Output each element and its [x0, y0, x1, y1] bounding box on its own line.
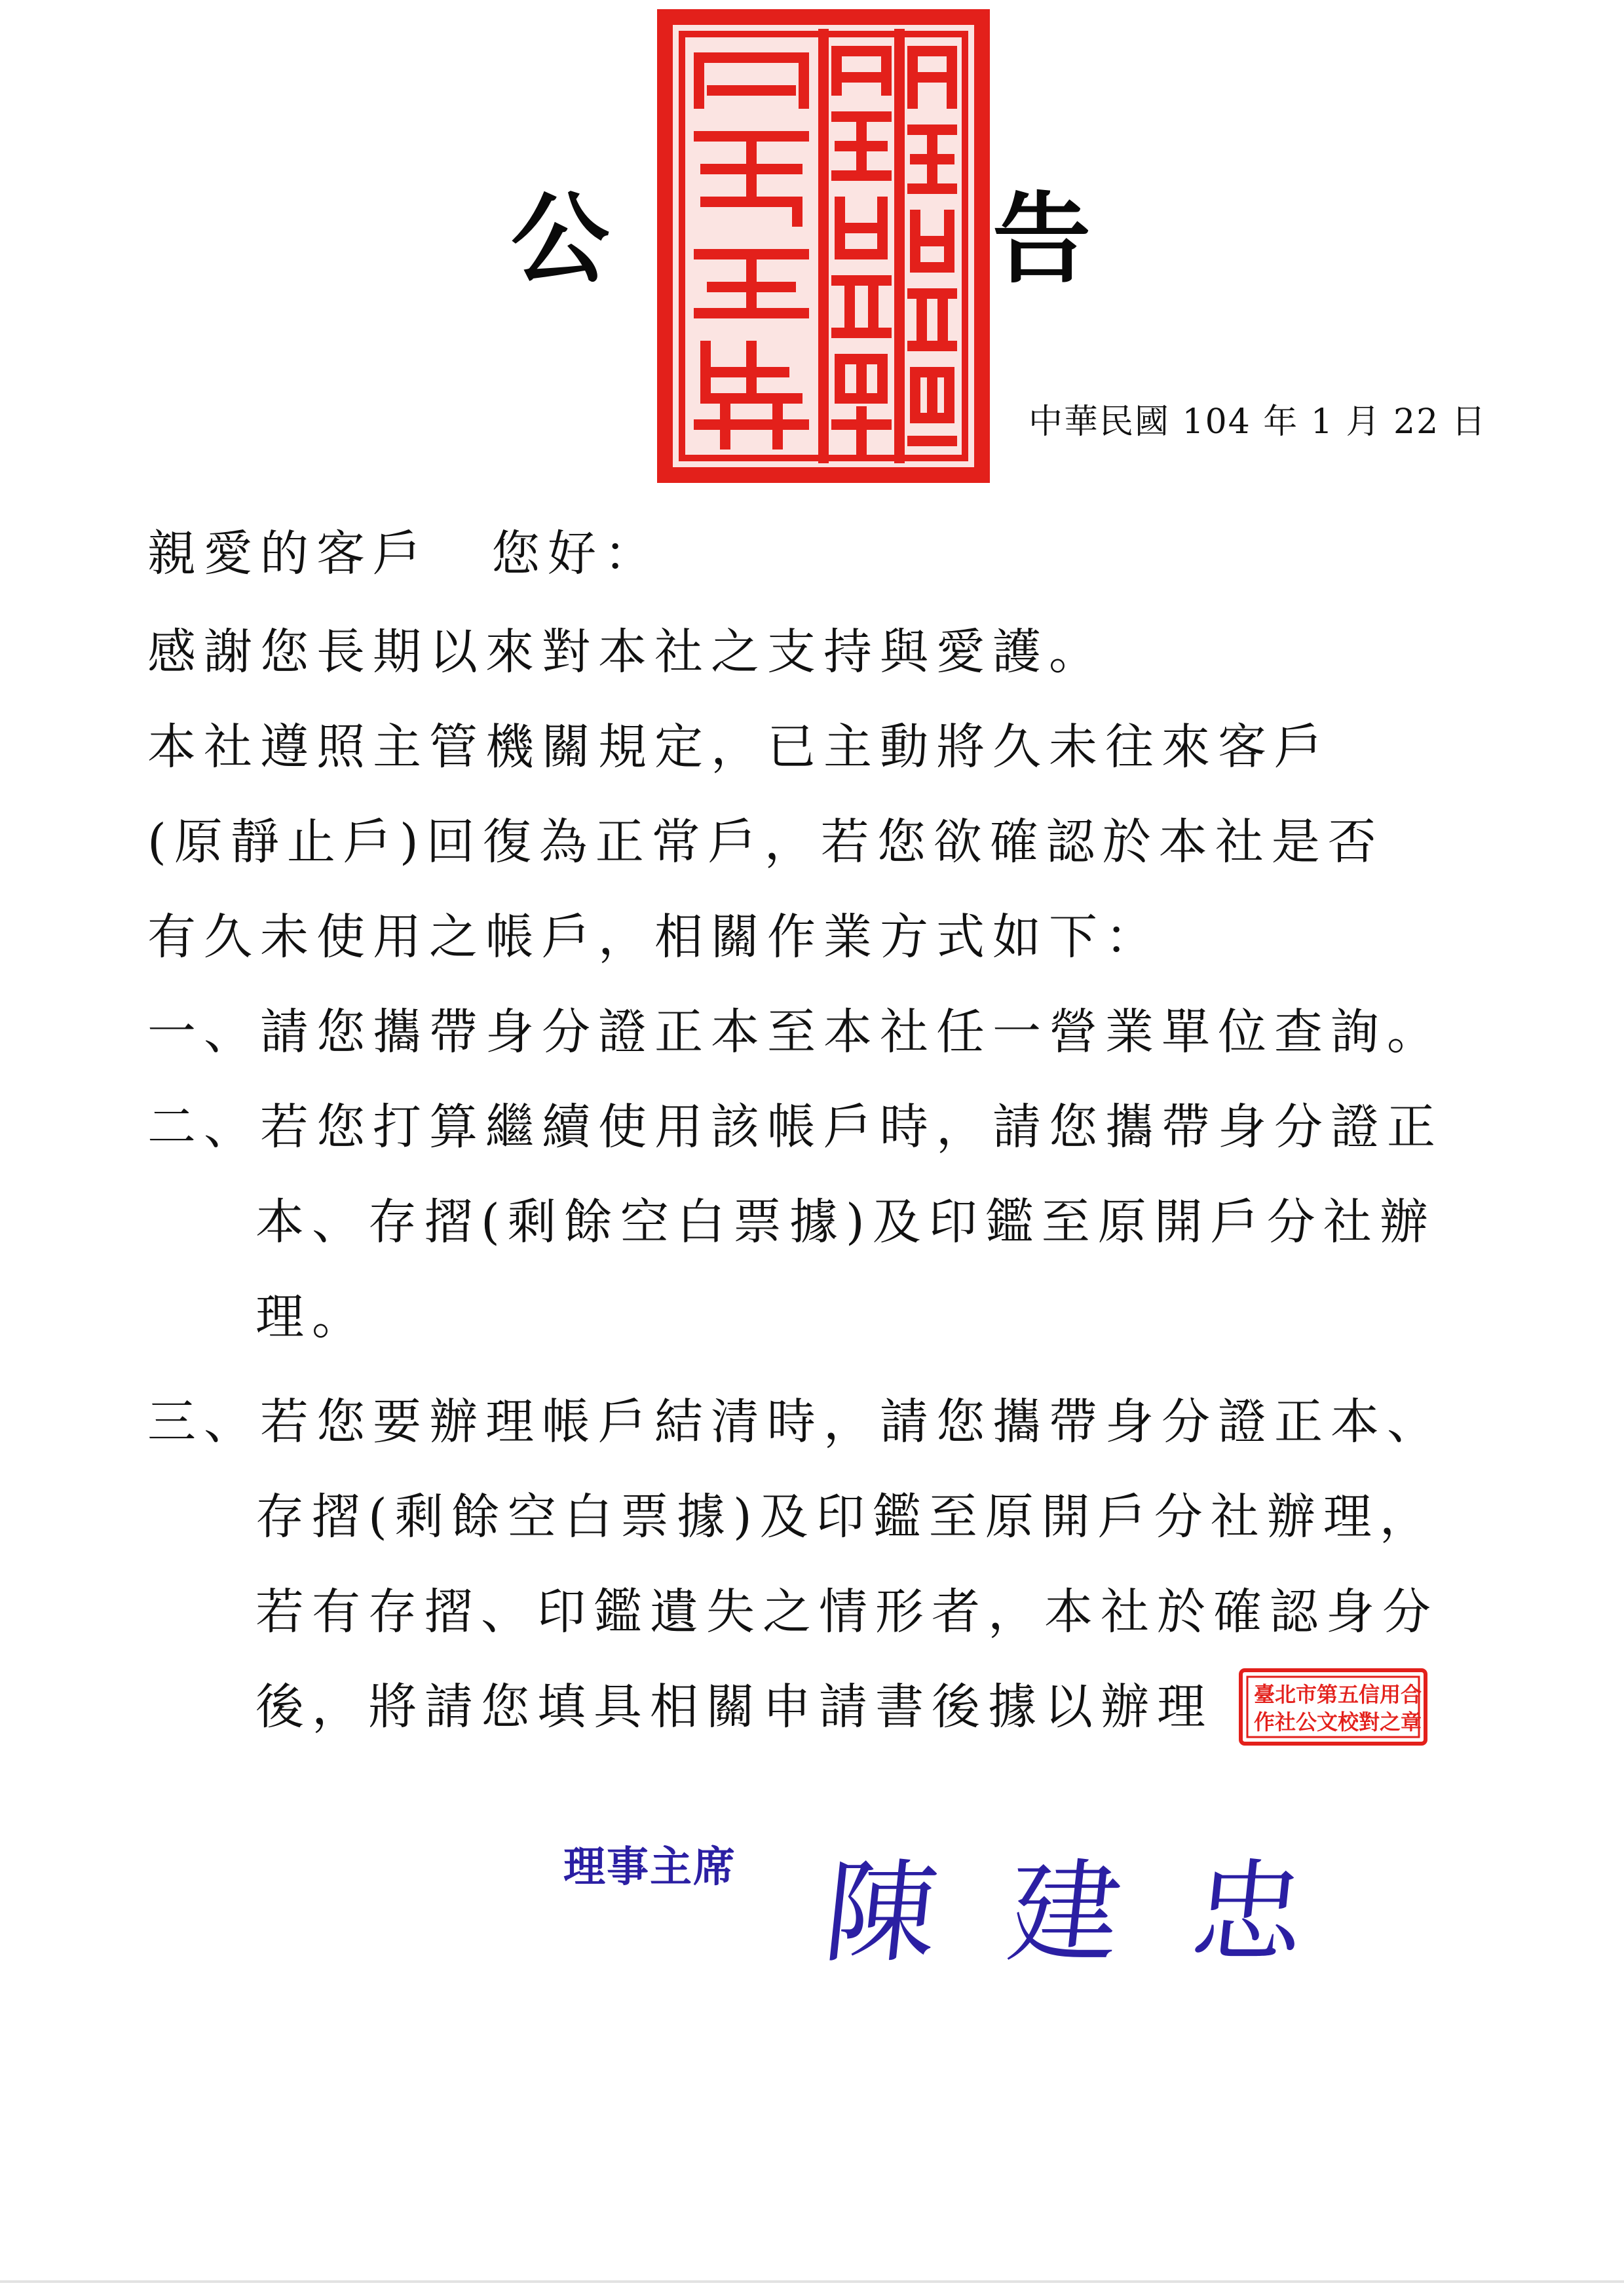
paragraph-line: 本社遵照主管機關規定，已主動將久未往來客戶: [147, 719, 1331, 775]
signature-block: [563, 1828, 1383, 2012]
greeting-line: [147, 524, 660, 583]
list-item-3-line: 後，將請您填具相關申請書後據以辦理: [255, 1679, 1213, 1735]
list-item-2-line: 本、存摺(剩餘空白票據)及印鑑至原開戶分社辦: [255, 1194, 1436, 1250]
title-char-right: 告: [992, 182, 1091, 297]
list-item-1: 一、請您攜帶身分證正本至本社任一營業單位查詢。: [147, 1004, 1443, 1060]
svg-text:臺北市第五信用合: 臺北市第五信用合: [1254, 1682, 1422, 1707]
small-red-seal-icon: [1238, 1668, 1428, 1746]
list-item-3-line: 三、若您要辦理帳戶結清時，請您攜帶身分證正本、: [147, 1394, 1443, 1450]
signature-name: 陳建忠: [818, 1848, 1383, 1978]
greeting-salutation: 親愛的客戶: [147, 526, 429, 582]
list-item-3-line: 存摺(剩餘空白票據)及印鑑至原開戶分社辦理，: [255, 1489, 1436, 1545]
thanks-line: 感謝您長期以來對本社之支持與愛護。: [147, 624, 1105, 680]
paragraph-line: (原靜止戶)回復為正常戶，若您欲確認於本社是否: [147, 814, 1384, 870]
paragraph-line: 有久未使用之帳戶，相關作業方式如下：: [147, 909, 1161, 965]
signature-title: 理事主席: [563, 1843, 736, 1892]
list-item-2-line: 理。: [255, 1289, 368, 1345]
list-item-3-line: 若有存摺、印鑑遺失之情形者，本社於確認身分: [255, 1584, 1439, 1640]
scan-edge-line: [0, 2280, 1624, 2283]
list-item-2-line: 二、若您打算繼續使用該帳戶時，請您攜帶身分證正: [147, 1099, 1443, 1155]
announcement-date: 中華民國 104 年 1 月 22 日: [1029, 402, 1487, 442]
greeting-hello: 您好：: [491, 526, 660, 582]
large-red-seal-icon: [653, 5, 994, 487]
title-char-left: 公: [511, 182, 610, 297]
svg-text:作社公文校對之章: 作社公文校對之章: [1254, 1710, 1422, 1734]
